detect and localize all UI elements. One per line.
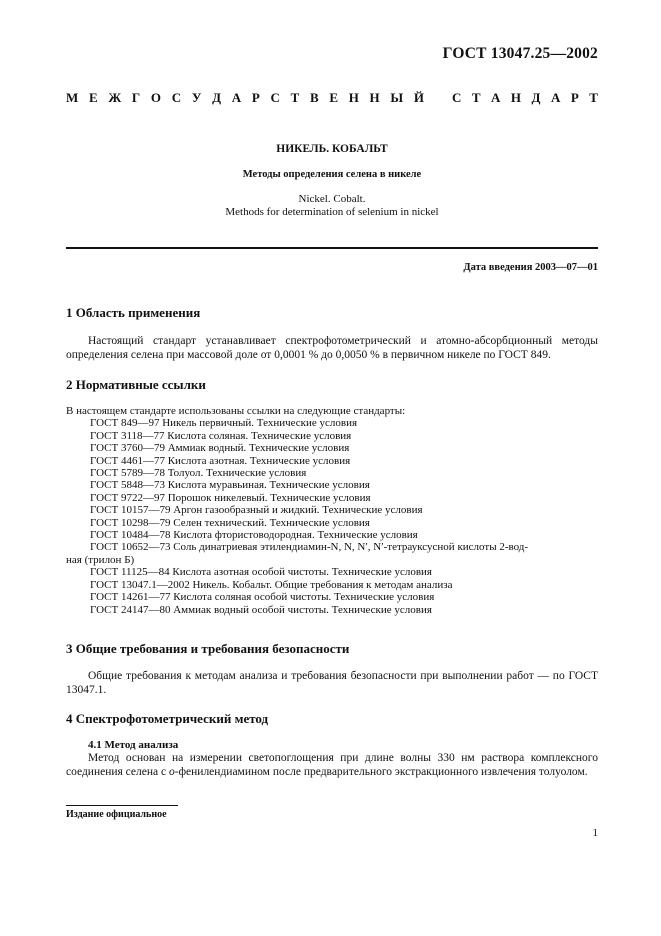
reference-item: ГОСТ 10484—78 Кислота фтористоводородная. Технические условия: [90, 529, 418, 542]
section-1-body: Настоящий стандарт устанавливает спектрофотометрический и атомно-абсорбционный методы определения селена при массовой доле от 0,0001 % до 0,0050 % в первичном никеле по ГОСТ 849.: [66, 335, 598, 361]
banner-letter: Й: [413, 90, 424, 105]
section-1-text: [66, 334, 598, 362]
banner-word-interstate: [66, 90, 424, 106]
section-3-text: [66, 669, 598, 697]
reference-item: ГОСТ 5848—73 Кислота муравьиная. Технические условия: [90, 479, 370, 492]
banner-letter: Т: [589, 90, 598, 105]
banner-letter: У: [191, 90, 202, 105]
reference-item: ГОСТ 4461—77 Кислота азотная. Технические условия: [90, 454, 351, 467]
footer-divider: [66, 805, 178, 806]
banner-letter: О: [150, 90, 162, 105]
banner-letter: Г: [131, 90, 141, 105]
banner-letter: А: [231, 90, 242, 105]
reference-item: ГОСТ 13047.1—2002 Никель. Кобальт. Общие требования к методам анализа: [90, 578, 453, 591]
banner-letter: М: [66, 90, 79, 105]
reference-item: ГОСТ 14261—77 Кислота соляная особой чистоты. Технические условия: [90, 591, 435, 604]
introduction-date: Дата введения 2003—07—01: [463, 262, 598, 273]
banner-letter: Н: [369, 90, 380, 105]
reference-item: ГОСТ 10157—79 Аргон газообразный и жидкий. Технические условия: [90, 504, 423, 517]
section-3-heading: 3 Общие требования и требования безопасности: [66, 641, 350, 656]
reference-item: ГОСТ 10652—73 Соль динатриевая этилендиамин-N, N, N′, N′-тетрауксусной кислоты 2-вод-: [90, 541, 529, 554]
reference-item: ГОСТ 10298—79 Селен технический. Технические условия: [90, 516, 370, 529]
english-title-line: Nickel. Cobalt.: [298, 193, 366, 205]
section-4-1-body-italic: о: [169, 766, 175, 778]
edition-note: Издание официальное: [66, 809, 167, 820]
banner-letter: Т: [290, 90, 300, 105]
banner-letter: С: [452, 90, 462, 105]
banner-letter: Р: [251, 90, 260, 105]
reference-item: ГОСТ 3760—79 Аммиак водный. Технические условия: [90, 442, 350, 455]
title-divider: [66, 247, 598, 249]
banner-letter: Д: [531, 90, 541, 105]
banner-letter: Ж: [108, 90, 122, 105]
document-subtitle: Методы определения селена в никеле: [242, 169, 422, 180]
reference-group: [66, 417, 598, 541]
reference-item: ГОСТ 24147—80 Аммиак водный особой чистоты. Технические условия: [90, 603, 432, 616]
banner-word-standard: [452, 90, 598, 106]
english-subtitle-line: Methods for determination of selenium in nickel: [225, 206, 439, 218]
banner-letter: Е: [329, 90, 338, 105]
page-number: 1: [592, 827, 598, 839]
reference-item: ГОСТ 11125—84 Кислота азотная особой чистоты. Технические условия: [90, 566, 432, 579]
normative-references-list: [66, 405, 598, 616]
section-4-1-body-b: -фенилендиамином после предварительного экстракционного извлечения толуолом.: [174, 766, 588, 778]
banner-letter: С: [171, 90, 182, 105]
banner-letter: А: [550, 90, 561, 105]
banner-letter: Ы: [390, 90, 404, 105]
banner-letter: В: [309, 90, 319, 105]
banner-letter: Е: [88, 90, 98, 105]
document-title-english: [66, 193, 598, 219]
section-4-heading: 4 Спектрофотометрический метод: [66, 711, 269, 726]
section-2-heading: 2 Нормативные ссылки: [66, 377, 206, 392]
section-1-heading: 1 Область применения: [66, 305, 201, 320]
banner-letter: С: [270, 90, 280, 105]
banner-letter: Н: [348, 90, 359, 105]
banner-letter: Н: [510, 90, 522, 105]
banner-letter: Д: [212, 90, 222, 105]
reference-item: ГОСТ 849—97 Никель первичный. Технические условия: [90, 417, 358, 430]
reference-group: [66, 566, 598, 616]
reference-item: ГОСТ 3118—77 Кислота соляная. Технические условия: [90, 429, 352, 442]
banner-letter: Т: [471, 90, 481, 105]
banner-letter: Р: [570, 90, 579, 105]
section-4-1-body-a: Метод основан на измерении светопоглощения при длине волны 330 нм раствора комплексного соединения селена с: [66, 752, 598, 778]
section-4-1-text: [66, 751, 598, 779]
reference-item: ГОСТ 9722—97 Порошок никелевый. Технические условия: [90, 491, 371, 504]
standard-type-banner: [66, 90, 598, 106]
reference-item-continuation: ная (трилон Б): [66, 553, 135, 566]
references-intro: В настоящем стандарте использованы ссылки на следующие стандарты:: [66, 405, 406, 417]
banner-letter: А: [491, 90, 501, 105]
document-code: ГОСТ 13047.25—2002: [442, 45, 598, 62]
section-4-1-heading: 4.1 Метод анализа: [88, 739, 179, 751]
reference-item: ГОСТ 5789—78 Толуол. Технические условия: [90, 467, 307, 480]
document-title: НИКЕЛЬ. КОБАЛЬТ: [276, 143, 388, 155]
section-3-body: Общие требования к методам анализа и требования безопасности при выполнении работ — по ГОСТ 13047.1.: [66, 670, 598, 696]
